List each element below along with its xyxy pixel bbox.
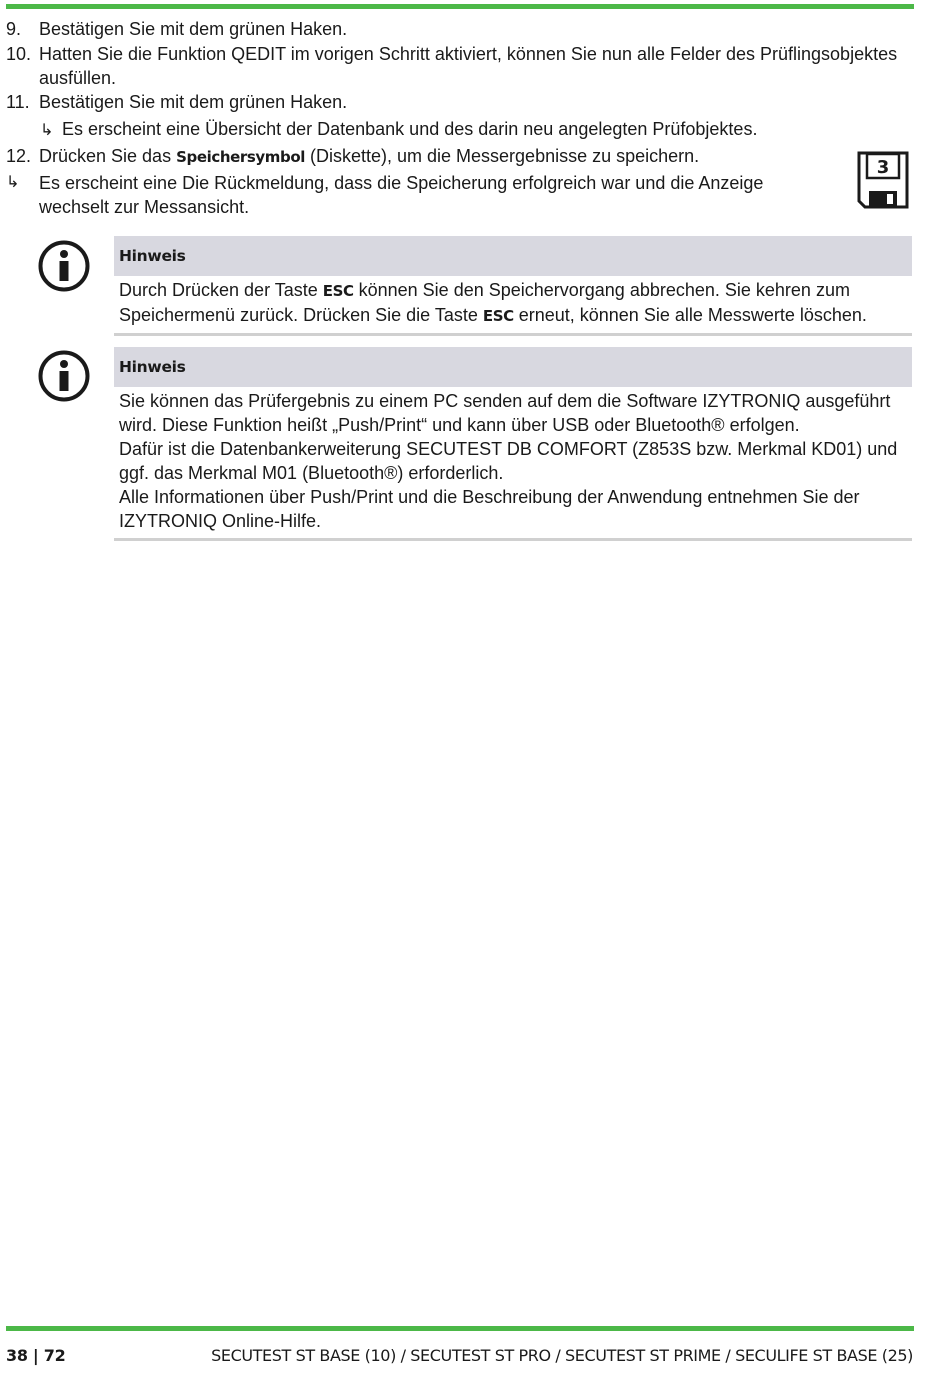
step-keyword: Speichersymbol <box>176 148 305 166</box>
key-esc: ESC <box>482 307 514 325</box>
note-divider <box>114 538 912 541</box>
step-number: 9. <box>6 19 22 39</box>
note-esc <box>114 236 912 336</box>
note-body <box>114 387 912 538</box>
step-9 <box>6 17 912 41</box>
floppy-disk-label: 3 <box>876 157 890 178</box>
step-12-result <box>6 171 836 219</box>
header-rule <box>6 4 914 9</box>
result-text: Es erscheint eine Die Rückmeldung, dass die Speicherung erfolgreich war und die Anzeige wechselt zur Messansicht. <box>39 173 764 217</box>
step-12 <box>6 144 912 169</box>
step-number: 10. <box>6 44 32 64</box>
info-icon <box>37 349 91 403</box>
note-paragraph: Sie können das Prüfergebnis zu einem PC senden auf dem die Software IZYTRONIQ ausgeführt wird. Diese Funktion heißt „Push/Print“ und kann über USB oder Bluetooth® erfolgen. <box>119 391 891 435</box>
step-11-result <box>40 117 900 143</box>
info-icon <box>37 239 91 293</box>
key-esc: ESC <box>322 282 354 300</box>
note-push-print <box>114 347 912 541</box>
step-11 <box>6 90 912 114</box>
note-heading: Hinweis <box>114 236 912 276</box>
floppy-disk-icon <box>857 151 909 209</box>
result-text: Es erscheint eine Übersicht der Datenbank und des darin neu angelegten Prüfobjektes. <box>62 119 758 139</box>
note-paragraph: Dafür ist die Datenbankerweiterung SECUTEST DB COMFORT (Z853S bzw. Merkmal KD01) und ggf. das Merkmal M01 (Bluetooth®) erforderlich. <box>119 439 898 483</box>
note-paragraph: Alle Informationen über Push/Print und die Beschreibung der Anwendung entnehmen Sie der IZYTRONIQ Online-Hilfe. <box>119 487 860 531</box>
note-paragraph <box>119 278 912 328</box>
footer-rule <box>6 1326 914 1331</box>
step-text: Bestätigen Sie mit dem grünen Haken. <box>39 19 348 39</box>
note-body <box>114 276 912 333</box>
note-text: können Sie den Speichervorgang abbrechen. Sie kehren zum Speichermenü zurück. Drücken Sie die Taste <box>119 280 850 325</box>
result-arrow-icon: ↳ <box>40 122 54 139</box>
step-text: Hatten Sie die Funktion QEDIT im vorigen Schritt aktiviert, können Sie nun alle Felder des Prüflingsobjektes ausfüllen. <box>39 44 898 88</box>
page-number: 38 | 72 <box>6 1346 66 1365</box>
note-text: erneut, können Sie alle Messwerte löschen. <box>513 305 867 325</box>
step-10 <box>6 42 912 90</box>
step-number: 11. <box>6 92 30 112</box>
note-heading: Hinweis <box>114 347 912 387</box>
step-number: 12. <box>6 146 32 166</box>
result-arrow-icon: ↳ <box>6 174 20 191</box>
step-text-part: Drücken Sie das <box>39 146 177 166</box>
step-text <box>39 144 912 169</box>
note-text: Durch Drücken der Taste <box>119 280 323 300</box>
step-text-part: (Diskette), um die Messergebnisse zu speichern. <box>305 146 700 166</box>
step-text: Bestätigen Sie mit dem grünen Haken. <box>39 92 348 112</box>
note-divider <box>114 333 912 336</box>
document-title: SECUTEST ST BASE (10) / SECUTEST ST PRO / SECUTEST ST PRIME / SECULIFE ST BASE (25) <box>211 1346 913 1365</box>
